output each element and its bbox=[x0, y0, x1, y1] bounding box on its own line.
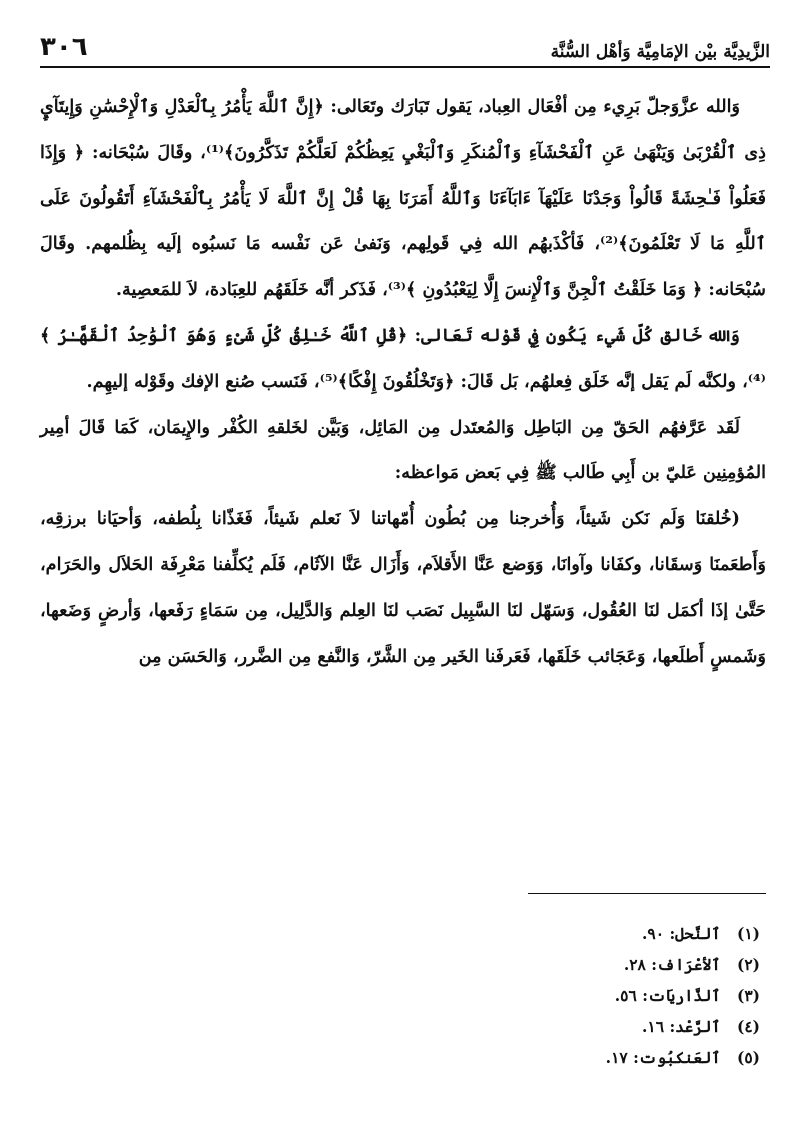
footnote bbox=[40, 918, 760, 949]
running-title: الزَّيدِيَّة بيْن الإمَامِيَّة وَأهْل السُّنَّة bbox=[550, 42, 770, 62]
footnote-number: (٣) bbox=[736, 986, 760, 1005]
footnote-text: ٱلنَّحل: ٩٠. bbox=[642, 924, 721, 943]
footnote bbox=[40, 1011, 760, 1042]
footnote-text: ٱلرَّعْد: ١٦. bbox=[642, 1017, 721, 1036]
footnote bbox=[40, 980, 760, 1011]
main-text bbox=[40, 84, 766, 679]
footnote bbox=[40, 949, 760, 980]
paragraph: وَالله عزَّوَجلّ بَرِيء مِن أفْعَال العِباد، يَقول تَبَارَك وتَعَالى: ﴿إِنَّ ٱللَّهَ يَأْمُرُ بِٱلْعَدْلِ وَٱلْإِحْسَٰنِ وَإِيتَآيِٕ ذِى ٱلْقُرْبَىٰ وَيَنْهَىٰ عَنِ ٱلْفَحْشَآءِ وَٱلْمُنكَرِ وَٱلْبَغْيِ يَعِظُكُمْ لَعَلَّكُمْ تَذَكَّرُونَ﴾⁽¹⁾، وقَالَ سُبْحَانه: ﴿ وَإِذَا فَعَلُواْ فَـٰحِشَةً قَالُواْ وَجَدْنَا عَلَيْهَآ ءَابَآءَنَا وَٱللَّهُ أَمَرَنَا بِهَا قُلْ إِنَّ ٱللَّهَ لَا يَأْمُرُ بِٱلْفَحْشَآءِ أَتَقُولُونَ عَلَى ٱللَّهِ مَا لَا تَعْلَمُونَ﴾⁽²⁾، فَأكْذَبهُم الله فِي قَولِهم، وَنَفىٰ عَن نَفْسه مَا نَسبُوه إلَيه بِظُلمهم. وقَالَ سُبْحَانه: ﴿ وَمَا خَلَقْتُ ٱلْجِنَّ وَٱلْإِنسَ إِلَّا لِيَعْبُدُونِ ﴾⁽³⁾، فَذَكر أنَّه خَلَقَهُم للعِبَادة، لاَ للمَعصِية. bbox=[40, 96, 766, 301]
page-number: ٣٠٦ bbox=[40, 32, 88, 62]
paragraph: (خُلقنَا وَلَم نَكن شَيئاً، وَأُخرجنا مِن بُطُون أُمّهاتنا لاَ نَعلم شَيئاً، فَغَذّانا بِلُطفه، وَأحيَانا برزقِه، وَأَطعَمنَا وَسقَانا، وكفَانا وآوانَا، وَوَضع عَنَّا الأَقلاَم، وَأَزَال عَنَّا الآثَام، فَلَم يُكلِّفنا مَعْرِفَة الحَلاَل والحَرَام، حَتَّىٰ إذَا أكمَل لنَا العُقُول، وَسَهّل لنَا السَّبِيل نَصَب لنَا العِلم وَالدَّلِيل، مِن سَمَاءٍ رَفَعها، وَأرضٍ وَضَعها، وَشَمسٍ أَطلَعها، وَعَجَائب خَلَقَها، فَعَرفَنا الخَير مِن الشَّرّ، وَالنَّفع مِن الضَّرر، وَالحَسَن مِن bbox=[40, 508, 766, 667]
footnote-number: (٢) bbox=[736, 955, 760, 974]
paragraph: لَقَد عَرَّفهُم الحَقّ مِن البَاطِل وَالمُعتَدل مِن المَائِل، وَبَيَّن لخَلقهِ الكُفْر والإِيمَان، كَمَا قَالَ أمِير المُؤمِنِين عَليّ بن أَبِي طَالب ﷺ فِي بَعض مَواعظه: bbox=[40, 416, 766, 484]
footnote-separator bbox=[528, 893, 766, 894]
footnote bbox=[40, 1042, 760, 1073]
footnote-number: (٤) bbox=[736, 1017, 760, 1036]
paragraph: وَالله خَالق كُلّ شَيء يَكُون فِي قَوْله تَعَالى: ﴿قُلِ ٱللَّهُ خَـٰلِقُ كُلِّ شَىْءٍ وَهُوَ ٱلْوَٰحِدُ ٱلْقَهَّـٰرُ ﴾⁽⁴⁾، ولكنَّه لَم يَقل إنَّه خَلَق فِعلهُم، بَل قَالَ: ﴿وَتَخْلُقُونَ إِفْكًا﴾⁽⁵⁾، فَنَسب صُنع الإفك وقَوْله إليهِم. bbox=[40, 324, 766, 392]
footnote-text: ٱلعَنكبُوت: ١٧. bbox=[605, 1048, 721, 1067]
running-header bbox=[40, 26, 770, 68]
footnote-text: ٱلذَّاريَات: ٥٦. bbox=[614, 986, 721, 1005]
footnote-number: (١) bbox=[736, 924, 760, 943]
footnotes bbox=[40, 918, 760, 1073]
footnote-text: ٱلأعْرَاف: ٢٨. bbox=[623, 955, 721, 974]
footnote-number: (٥) bbox=[736, 1048, 760, 1067]
